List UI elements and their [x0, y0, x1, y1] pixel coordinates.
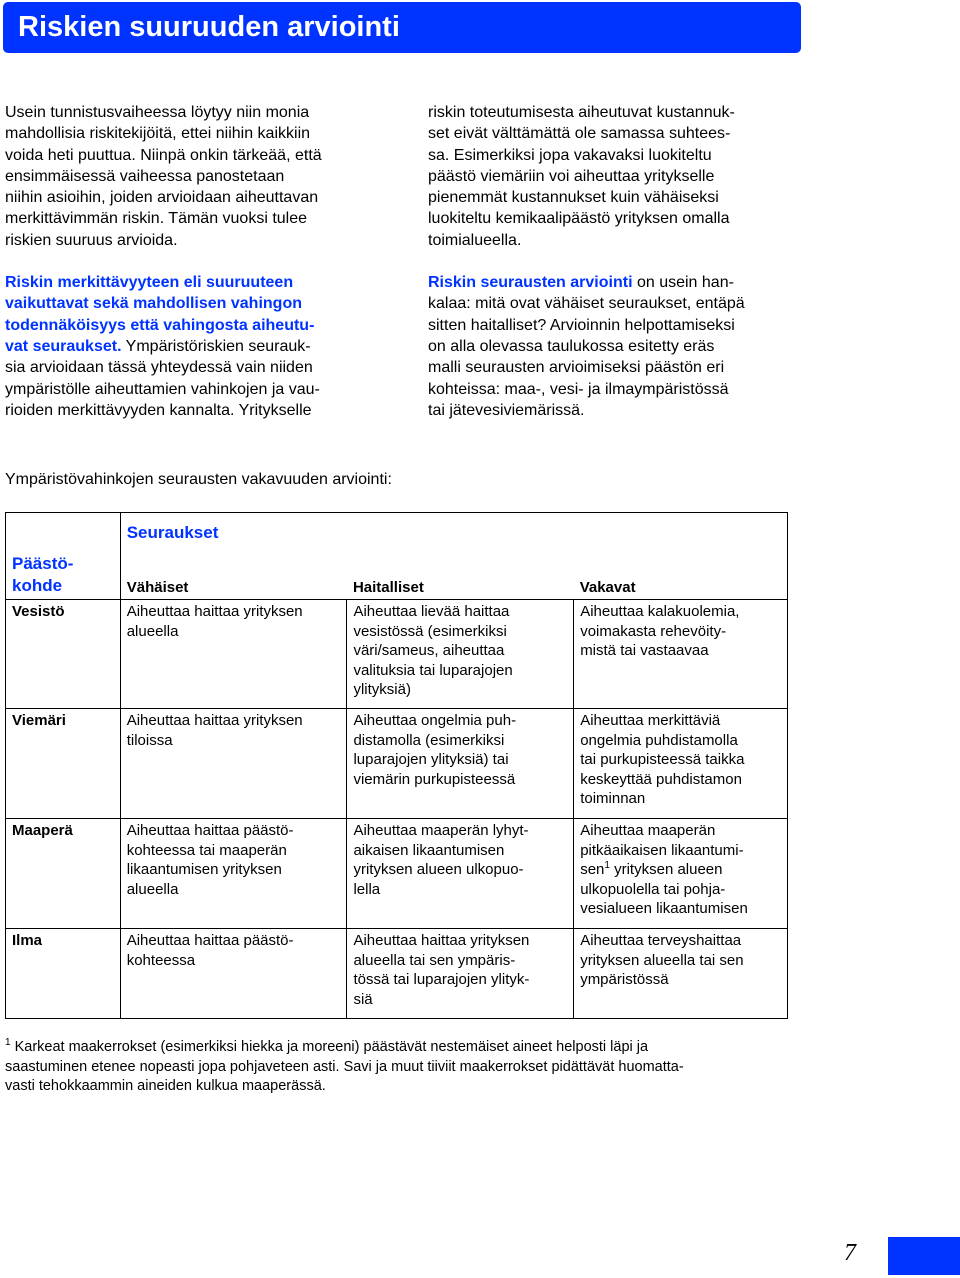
- text-line: ympäristölle aiheuttamien vahinkojen ja vau-: [5, 380, 320, 398]
- row-label: Viemäri: [12, 712, 66, 729]
- paastokohde-label: kohde: [12, 576, 63, 595]
- text-run: yrityksen alueen: [609, 861, 723, 878]
- severity-header-minor: [120, 553, 347, 600]
- table-cell: [120, 709, 347, 819]
- emphasis-line: Riskin merkittävyyteen eli suuruuteen: [5, 274, 294, 292]
- row-label: Maaperä: [12, 822, 73, 839]
- cell-line: vesialueen likaantumisen: [580, 900, 748, 917]
- text-run: sen: [580, 861, 605, 878]
- row-label-cell: [6, 819, 121, 929]
- text-run: Ympäristöriskien seurauk-: [121, 337, 311, 355]
- text-line: merkittävimmän riskin. Tämän vuoksi tulee: [5, 210, 308, 228]
- consequence-table: [5, 512, 788, 1019]
- text-line: set eivät välttämättä ole samassa suhtees-: [428, 125, 731, 143]
- severity-label: Haitalliset: [352, 578, 424, 596]
- right-paragraph-2: [428, 272, 813, 421]
- cell-line: ympäristössä: [580, 971, 669, 988]
- footnote-line: saastuminen etenee nopeasti jopa pohjaveteen asti. Savi ja muut tiiviit maakerrokset pidättävät huomatta-: [5, 1058, 684, 1075]
- paastokohde-header: [6, 553, 121, 600]
- cell-line: lella: [353, 880, 381, 898]
- text-line: riskien suuruus arvioida.: [5, 231, 178, 249]
- footnote-reference[interactable]: 1: [604, 860, 610, 871]
- table-cell: [574, 709, 788, 819]
- paastokohde-label: Päästö-: [12, 554, 74, 573]
- cell-line: siä: [353, 990, 373, 1008]
- cell-line: Aiheuttaa haittaa yrityksen: [126, 712, 303, 729]
- text-line: sa. Esimerkiksi jopa vakavaksi luokiteltu: [428, 146, 712, 164]
- text-line: toimialueella.: [428, 231, 522, 249]
- cell-line: Aiheuttaa haittaa yrityksen: [126, 603, 303, 620]
- table-cell: [120, 819, 347, 929]
- table-cell: [120, 929, 347, 1019]
- cell-line: ongelmia puhdistamolla: [580, 731, 738, 749]
- cell-line: Aiheuttaa maaperän lyhyt-: [353, 822, 529, 839]
- table-row: [6, 819, 788, 929]
- cell-line: ylityksiä): [353, 681, 411, 698]
- cell-line: kohteessa tai maaperän: [126, 841, 287, 859]
- text-run: on usein han-: [632, 274, 734, 292]
- table-caption: Ympäristövahinkojen seurausten vakavuuden arviointi:: [5, 471, 392, 488]
- severity-header-harmful: [347, 553, 574, 600]
- footnote-line: [5, 1038, 805, 1058]
- cell-line: yrityksen alueen ulkopuo-: [353, 861, 524, 878]
- cell-line: Aiheuttaa terveyshaittaa: [580, 932, 742, 949]
- cell-line: yrityksen alueella tai sen: [580, 951, 744, 969]
- cell-line: tai purkupisteessä taikka: [580, 751, 745, 768]
- text-line: kohteissa: maa-, vesi- ja ilmaympäristössä: [428, 380, 729, 398]
- emphasis-line: vaikuttavat sekä mahdollisen vahingon: [5, 295, 302, 313]
- text-line: kalaa: mitä ovat vähäiset seuraukset, entäpä: [428, 295, 745, 313]
- row-label-cell: [6, 600, 121, 709]
- text-line: sia arvioidaan tässä yhteydessä vain niiden: [5, 359, 313, 377]
- page-corner-block: [888, 1237, 960, 1275]
- text-line: rioiden merkittävyyden kannalta. Yritykselle: [5, 401, 312, 419]
- cell-line: Aiheuttaa lievää haittaa: [353, 603, 510, 620]
- cell-line: tössä tai luparajojen ylityk-: [353, 971, 530, 988]
- row-label-cell: [6, 709, 121, 819]
- seuraukset-header: [120, 513, 787, 554]
- cell-line: kohteessa: [126, 951, 196, 969]
- cell-line: valituksia tai luparajojen: [353, 661, 513, 679]
- text-line: malli seurausten arvioimiseksi päästön eri: [428, 359, 725, 377]
- table-cell: [347, 819, 574, 929]
- row-label: Ilma: [12, 932, 43, 949]
- text-line: luokiteltu kemikaalipäästö yrityksen omalla: [428, 210, 730, 228]
- severity-header-severe: [574, 553, 788, 600]
- emphasis-line: todennäköisyys että vahingosta aiheutu-: [5, 316, 315, 334]
- row-label: Vesistö: [12, 603, 65, 620]
- table-cell: [120, 600, 347, 709]
- table-top-row: [6, 513, 788, 554]
- cell-line-footnote-ref: [580, 860, 781, 880]
- page-number: 7: [844, 1240, 856, 1266]
- table-cell: [574, 929, 788, 1019]
- severity-label: Vähäiset: [126, 578, 189, 596]
- table-cell: [574, 819, 788, 929]
- cell-line: Aiheuttaa merkittäviä: [580, 712, 721, 729]
- text-line: päästö viemäriin voi aiheuttaa yritykselle: [428, 167, 715, 185]
- mixed-line: [428, 272, 813, 293]
- text-line: on alla olevassa taulukossa esitetty eräs: [428, 337, 715, 355]
- cell-line: Aiheuttaa haittaa päästö-: [126, 822, 294, 839]
- row-label-cell: [6, 929, 121, 1019]
- text-line: riskin toteutumisesta aiheutuvat kustannuk-: [428, 104, 735, 121]
- cell-line: keskeyttää puhdistamon: [580, 770, 742, 788]
- emphasis-text: vat seuraukset.: [5, 337, 122, 355]
- severity-header-row: [6, 553, 788, 600]
- cell-line: Aiheuttaa maaperän: [580, 822, 716, 839]
- cell-line: toiminnan: [580, 790, 646, 807]
- text-run: Karkeat maakerrokset (esimerkiksi hiekka ja moreeni) päästävät nestemäiset aineet helposti läpi ja: [10, 1039, 649, 1055]
- text-line: ensimmäisessä vaiheessa panostetaan: [5, 167, 285, 185]
- cell-line: Aiheuttaa haittaa päästö-: [126, 932, 294, 949]
- cell-line: Aiheuttaa kalakuolemia,: [580, 603, 740, 620]
- right-paragraph-1: [428, 102, 813, 251]
- footnote: [5, 1038, 805, 1097]
- mixed-line: [5, 336, 400, 357]
- cell-line: distamolla (esimerkiksi: [353, 731, 505, 749]
- text-line: tai jätevesiviemärissä.: [428, 401, 585, 419]
- right-column: [428, 102, 813, 442]
- footnote-marker: 1: [5, 1037, 11, 1049]
- cell-line: pitkäaikaisen likaantumi-: [580, 841, 744, 859]
- cell-line: Aiheuttaa ongelmia puh-: [353, 712, 517, 729]
- cell-line: tiloissa: [126, 731, 173, 749]
- table-cell: [347, 929, 574, 1019]
- cell-line: aikaisen likaantumisen: [353, 841, 505, 859]
- text-line: niihin asioihin, joiden arvioidaan aiheuttavan: [5, 189, 319, 207]
- table-row: [6, 929, 788, 1019]
- footnote-line: vasti tehokkaammin aineiden kulkua maaperässä.: [5, 1078, 326, 1094]
- text-line: mahdollisia riskitekijöitä, ettei niihin kaikkiin: [5, 125, 311, 143]
- cell-line: mistä tai vastaavaa: [580, 642, 709, 659]
- text-line: sitten haitalliset? Arvioinnin helpottamiseksi: [428, 316, 735, 334]
- corner-cell: [6, 513, 121, 554]
- cell-line: väri/sameus, aiheuttaa: [353, 642, 505, 659]
- table-row: [6, 709, 788, 819]
- cell-line: voimakasta rehevöity-: [580, 622, 727, 640]
- cell-line: alueella: [126, 622, 179, 640]
- cell-line: alueella tai sen ympäris-: [353, 951, 516, 969]
- header-bar: [3, 2, 801, 53]
- text-line: voida heti puuttua. Niinpä onkin tärkeää, että: [5, 146, 322, 164]
- table-row: [6, 600, 788, 709]
- seuraukset-label: Seuraukset: [126, 522, 219, 542]
- page-title: Riskien suuruuden arviointi: [18, 11, 400, 43]
- cell-line: likaantumisen yrityksen: [126, 861, 282, 878]
- table-cell: [347, 709, 574, 819]
- severity-label: Vakavat: [579, 578, 636, 596]
- left-column: [5, 102, 400, 442]
- left-paragraph-1: [5, 102, 400, 251]
- cell-line: Aiheuttaa haittaa yrityksen: [353, 932, 530, 949]
- table-cell: [574, 600, 788, 709]
- cell-line: ulkopuolella tai pohja-: [580, 880, 726, 898]
- text-line: pienemmät kustannukset kuin vähäiseksi: [428, 189, 719, 207]
- emphasis-text: Riskin seurausten arviointi: [428, 274, 633, 292]
- cell-line: viemärin purkupisteessä: [353, 770, 516, 788]
- cell-line: luparajojen ylityksiä) tai: [353, 751, 509, 768]
- table-cell: [347, 600, 574, 709]
- text-line: Usein tunnistusvaiheessa löytyy niin monia: [5, 104, 310, 121]
- cell-line: vesistössä (esimerkiksi: [353, 622, 507, 640]
- left-paragraph-2: [5, 272, 400, 421]
- cell-line: alueella: [126, 880, 179, 898]
